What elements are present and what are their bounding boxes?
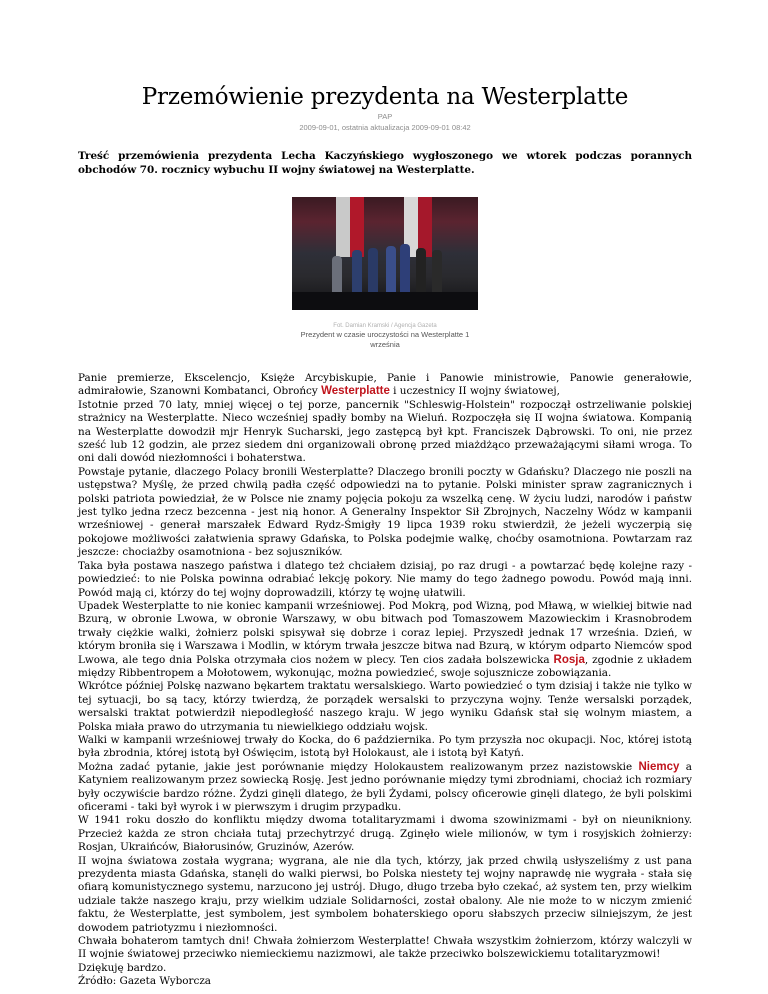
article-paragraph — [78, 680, 692, 734]
article-paragraph — [78, 600, 692, 680]
flag-white — [336, 197, 350, 257]
paragraph-text: Powstaje pytanie, dlaczego Polacy bronili Westerplatte? Dlaczego bronili poczty w Gdańsku? Dlaczego nie poszli na ustępstwa? Myślę, że przed chwilą padła część odpowiedzi na to pytanie. Polski minister spraw zagranicznych i polski patriota powiedział, że w Polsce nie znamy pojęcia pokoju za wszelką cenę. W życiu ludzi, narodów i państw jest tylko jedna rzecz bezcenna - jest nią honor. A Generalny Inspektor Sił Zbrojnych, Naczelny Wódz w kampanii wrześniowej - generał marszałek Edward Rydz-Śmigły 19 lipca 1939 roku stwierdził, że jeżeli wyczerpią się pokojowe możliwości załatwienia sprawy Gdańska, to Polska podejmie walkę, choćby osamotniona. Powtarzam raz jeszcze: chociażby osamotniona - bez sojuszników. — [78, 465, 692, 559]
keyword-link-niemcy[interactable]: Niemcy — [638, 760, 680, 773]
article-lead: Treść przemówienia prezydenta Lecha Kaczyńskiego wygłoszonego we wtorek podczas porannych obchodów 70. rocznicy wybuchu II wojny światowej na Westerplatte. — [78, 150, 692, 176]
paragraph-text: II wojna światowa została wygrana; wygrana, ale nie dla tych, którzy, jak przed chwilą usłyszeliśmy z ust pana prezydenta miasta Gdańska, stanęli do walki pierwsi, bo Polska niestety tej wojny naprawdę nie wygrała - stała się ofiarą komunistycznego systemu, narzucono jej ustrój. Długo, długo trzeba było czekać, aż system ten, przy wielkim udziale także naszego kraju, przy wielkim udziale Solidarności, został obalony. Ale nie może to w niczym zmienić faktu, że Westerplatte, jest symbolem, jest symbolem bohaterskiego oporu słabszych przeciw silniejszym, że jest dowodem patriotyzmu i niezłomności. — [78, 854, 692, 934]
flag-red — [350, 197, 364, 257]
paragraph-text: Źródło: Gazeta Wyborcza — [78, 975, 211, 988]
figure — [386, 246, 396, 294]
figure — [368, 248, 378, 294]
article-body — [78, 372, 692, 989]
article-paragraph — [78, 372, 692, 399]
paragraph-text: i uczestnicy II wojny światowej, — [389, 385, 560, 398]
paragraph-text: W 1941 roku doszło do konfliktu między dwoma totalitaryzmami i dwoma szowinizmami - był on nieunikniony. Przecież każda ze stron chciała tutaj przechytrzyć drugą. Zginęło wiele milionów, w tym i rosyjskich żołnierzy: Rosjan, Ukraińców, Białorusinów, Gruzinów, Azerów. — [78, 814, 692, 854]
article-paragraph — [78, 560, 692, 600]
paragraph-text: Taka była postawa naszego państwa i dlatego też chciałem dzisiaj, po raz drugi - a powtarzać będę kolejne razy - powiedzieć: to nie Polska powinna odrabiać lekcję pokory. Nie mamy do tego żadnego powodu. Powód mają inni. Powód mają ci, którzy do tej wojny doprowadzili, którzy tę wojnę ułatwili. — [78, 559, 692, 599]
article-paragraph — [78, 855, 692, 935]
article-photo — [292, 197, 478, 310]
figure — [352, 250, 362, 294]
article-paragraph — [78, 761, 692, 815]
paragraph-text: Walki w kampanii wrześniowej trwały do Kocka, do 6 października. Po tym przyszła noc okupacji. Noc, której istotą była zbrodnia, której istotą był Oświęcim, istotą był Holokaust, ale i istotą był Katyń. — [78, 733, 692, 760]
figure — [400, 244, 410, 294]
article-paragraph — [78, 399, 692, 466]
paragraph-text: Chwała bohaterom tamtych dni! Chwała żołnierzom Westerplatte! Chwała wszystkim żołnierzom, którzy walczyli w II wojnie światowej przeciwko niemieckiemu nazizmowi, ale także przeciwko bolszewickiemu totalitaryzmowi! — [78, 935, 692, 961]
paragraph-text: Istotnie przed 70 laty, mniej więcej o tej porze, pancernik "Schleswig-Holstein" rozpoczął ostrzeliwanie polskiej strażnicy na Westerplatte. Nieco wcześniej spadły bomby na Wieluń. Rozpoczęła się II wojna światowa. Kompanią na Westerplatte dowodził mjr Henryk Sucharski, jego zastępcą był kpt. Franciszek Dąbrowski. To oni, nie przez sześć lub 12 godzin, ale przez siedem dni organizowali obronę przed miażdżąco przeważającymi siłami wroga. To oni dali dowód niezłomności i bohaterstwa. — [78, 398, 692, 465]
paragraph-text: , zgodnie z układem między Ribbentropem a Mołotowem, wykonując, można powiedzieć, swoje sojusznicze zobowiązania. — [78, 653, 692, 679]
article-source: PAP — [377, 112, 393, 121]
paragraph-text: Panie premierze, Ekscelencjo, Księże Arcybiskupie, Panie i Panowie ministrowie, Panowie generałowie, admirałowie, Szanowni Kombatanci, Obrońcy — [78, 372, 692, 398]
paragraph-text: Wkrótce później Polskę nazwano bękartem traktatu wersalskiego. Warto powiedzieć o tym dzisiaj i także nie tylko w tej sytuacji, bo są tacy, którzy twierdzą, że porządek wersalski to przyczyna wojny. Tenże wersalski porządek, wersalski traktat potwierdził niepodległość naszego kraju. W jego wyniku Gdańsk stał się wolnym miastem, a Polska miała prawo do utrzymania tu niewielkiego oddziału wojsk. — [78, 680, 692, 733]
figure — [332, 256, 342, 294]
paragraph-text: Dziękuję bardzo. — [78, 961, 167, 974]
figure — [432, 250, 442, 294]
article-dates: 2009-09-01, ostatnia aktualizacja 2009-09-01 08:42 — [299, 123, 471, 132]
article-photo-block — [292, 197, 478, 350]
article-paragraph — [78, 975, 692, 988]
figure — [416, 248, 426, 294]
article-paragraph — [78, 466, 692, 560]
keyword-link-westerplatte[interactable]: Westerplatte — [321, 385, 390, 398]
article-paragraph — [78, 734, 692, 761]
paragraph-text: a Katyniem realizowanym przez sowiecką Rosję. Jest jedno porównanie między tymi zbrodniami, chociaż ich rozmiary były oczywiście bardzo różne. Żydzi ginęli dlatego, że byli Żydami, polscy oficerowie ginęli dlatego, że byli polskimi oficerami - taki był wyrok i w pierwszym i drugim przypadku. — [78, 760, 692, 813]
article — [78, 83, 692, 989]
photo-credit: Fot. Damian Kramski / Agencja Gazeta — [333, 323, 437, 329]
paragraph-text: Upadek Westerplatte to nie koniec kampanii wrześniowej. Pod Mokrą, pod Wizną, pod Mławą, w wielkiej bitwie nad Bzurą, w obronie Lwowa, w obronie Warszawy, w obu bitwach pod Tomaszowem Mazowieckim i Krasnobrodem trwały ciężkie walki, żołnierz polski spisywał się dobrze i coraz lepiej. Przyszedł jednak 17 września. Dzień, w którym broniła się i Warszawa i Modlin, w którym trwała jeszcze bitwa nad Bzurą, w którym odparto Niemców spod Lwowa, ale tego dnia Polska otrzymała cios nożem w plecy. Ten cios zadała bolszewicka — [78, 599, 692, 666]
article-paragraph — [78, 962, 692, 975]
article-title: Przemówienie prezydenta na Westerplatte — [141, 84, 629, 110]
paragraph-text: Można zadać pytanie, jakie jest porównanie między Holokaustem realizowanym przez nazistowskie — [78, 760, 639, 773]
stage — [292, 292, 478, 310]
photo-caption: Prezydent w czasie uroczystości na Westerplatte 1 września — [300, 330, 470, 349]
article-paragraph — [78, 935, 692, 962]
keyword-link-rosja[interactable]: Rosja — [553, 653, 585, 666]
article-paragraph — [78, 814, 692, 854]
